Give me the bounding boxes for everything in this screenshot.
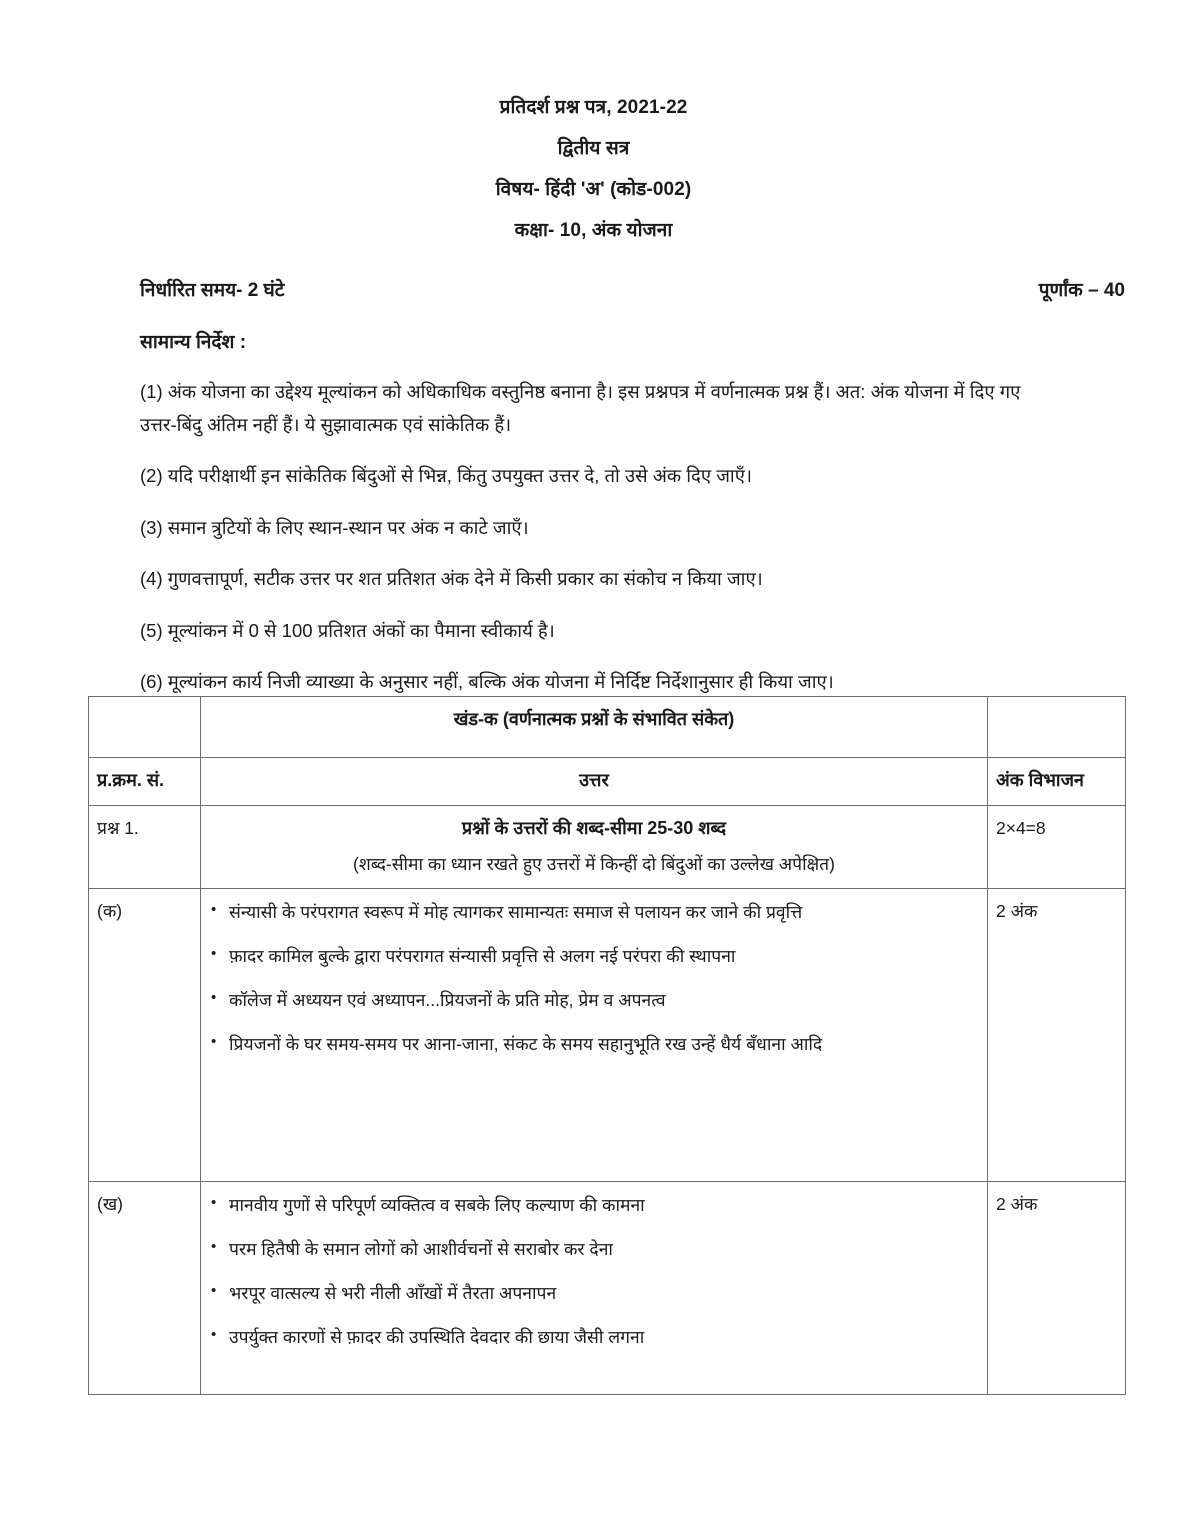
answer-points-part-kha	[209, 1188, 979, 1355]
table-row	[89, 888, 1126, 1181]
instruction-item-1: (1) अंक योजना का उद्देश्य मूल्यांकन को अधिकाधिक वस्तुनिष्ठ बनाना है। इस प्रश्नपत्र में वर्णनात्मक प्रश्न हैं। अत: अंक योजना में दिए गए उत्तर-बिंदु अंतिम नहीं हैं। ये सुझावात्मक एवं सांकेतिक हैं।	[140, 381, 1021, 435]
paper-title: प्रतिदर्श प्रश्न पत्र, 2021-22	[499, 97, 688, 118]
row-sno-part-ka: (क)	[89, 888, 201, 1181]
list-item: • परम हितैषी के समान लोगों को आशीर्वचनों से सराबोर कर देना	[209, 1232, 979, 1266]
list-item: • कॉलेज में अध्ययन एवं अध्यापन...प्रियजनों के प्रति मोह, प्रेम व अपनत्व	[209, 983, 979, 1017]
answer-points-part-ka	[209, 895, 979, 1062]
row-sno-question-1: प्रश्न 1.	[89, 806, 201, 889]
general-instructions-list	[140, 376, 1045, 699]
exam-meta-row	[140, 276, 1125, 302]
row-marks-question-1: 2×4=8	[988, 806, 1126, 889]
column-header-sno: प्र.क्रम. सं.	[89, 758, 201, 806]
list-item: • फ़ादर कामिल बुल्के द्वारा परंपरागत संन्यासी प्रवृत्ति से अलग नई परंपरा की स्थापना	[209, 939, 979, 973]
table-row	[89, 1181, 1126, 1394]
list-item: • मानवीय गुणों से परिपूर्ण व्यक्तित्व व सबके लिए कल्याण की कामना	[209, 1188, 979, 1222]
column-header-marks: अंक विभाजन	[988, 758, 1126, 806]
section-band-blank-left	[89, 697, 201, 758]
instruction-item-4: (4) गुणवत्तापूर्ण, सटीक उत्तर पर शत प्रतिशत अंक देने में किसी प्रकार का संकोच न किया जाए।	[140, 568, 763, 590]
row-sno-part-kha: (ख)	[89, 1181, 201, 1394]
instruction-item-6: (6) मूल्यांकन कार्य निजी व्याख्या के अनुसार नहीं, बल्कि अंक योजना में निर्दिष्ट निर्देशानुसार ही किया जाए।	[140, 671, 834, 693]
row-marks-part-ka: 2 अंक	[988, 888, 1126, 1181]
table-row	[89, 806, 1126, 889]
list-item: • उपर्युक्त कारणों से फ़ादर की उपस्थिति देवदार की छाया जैसी लगना	[209, 1320, 979, 1354]
instruction-item-3: (3) समान त्रुटियों के लिए स्थान-स्थान पर अंक न काटे जाएँ।	[140, 516, 529, 538]
section-band-blank-right	[988, 697, 1126, 758]
instruction-item-5: (5) मूल्यांकन में 0 से 100 प्रतिशत अंकों का पैमाना स्वीकार्य है।	[140, 619, 555, 641]
allotted-time: निर्धारित समय- 2 घंटे	[140, 280, 285, 301]
list-item: • संन्यासी के परंपरागत स्वरूप में मोह त्यागकर सामान्यतः समाज से पलायन कर जाने की प्रवृत्ति	[209, 895, 979, 929]
list-item: • भरपूर वात्सल्य से भरी नीली आँखों में तैरता अपनापन	[209, 1276, 979, 1310]
table-row-column-headers	[89, 758, 1126, 806]
row-answer-part-ka	[201, 888, 988, 1181]
word-limit-title: प्रश्नों के उत्तरों की शब्द-सीमा 25-30 शब्द	[461, 818, 727, 839]
list-item: • प्रियजनों के घर समय-समय पर आना-जाना, संकट के समय सहानुभूति रख उन्हें धैर्य बँधाना आदि	[209, 1027, 979, 1061]
row-answer-question-1	[201, 806, 988, 889]
table-row-section-band	[89, 697, 1126, 758]
marking-scheme-table	[88, 696, 1126, 1395]
class-and-scheme: कक्षा- 10, अंक योजना	[514, 220, 673, 241]
maximum-marks: पूर्णांक – 40	[1038, 280, 1125, 301]
general-instructions-title: सामान्य निर्देश :	[140, 332, 247, 353]
section-title: खंड-क (वर्णनात्मक प्रश्नों के संभावित संकेत)	[201, 697, 988, 758]
document-header	[0, 0, 1187, 240]
column-header-answer: उत्तर	[201, 758, 988, 806]
row-marks-part-kha: 2 अंक	[988, 1181, 1126, 1394]
subject-title: विषय- हिंदी 'अ' (कोड-002)	[495, 179, 692, 200]
word-limit-note: (शब्द-सीमा का ध्यान रखते हुए उत्तरों में किन्हीं दो बिंदुओं का उल्लेख अपेक्षित)	[353, 853, 835, 874]
term-title: द्वितीय सत्र	[557, 138, 630, 159]
instruction-item-2: (2) यदि परीक्षार्थी इन सांकेतिक बिंदुओं से भिन्न, किंतु उपयुक्त उत्तर दे, तो उसे अंक दिए जाएँ।	[140, 465, 752, 487]
row-answer-part-kha	[201, 1181, 988, 1394]
